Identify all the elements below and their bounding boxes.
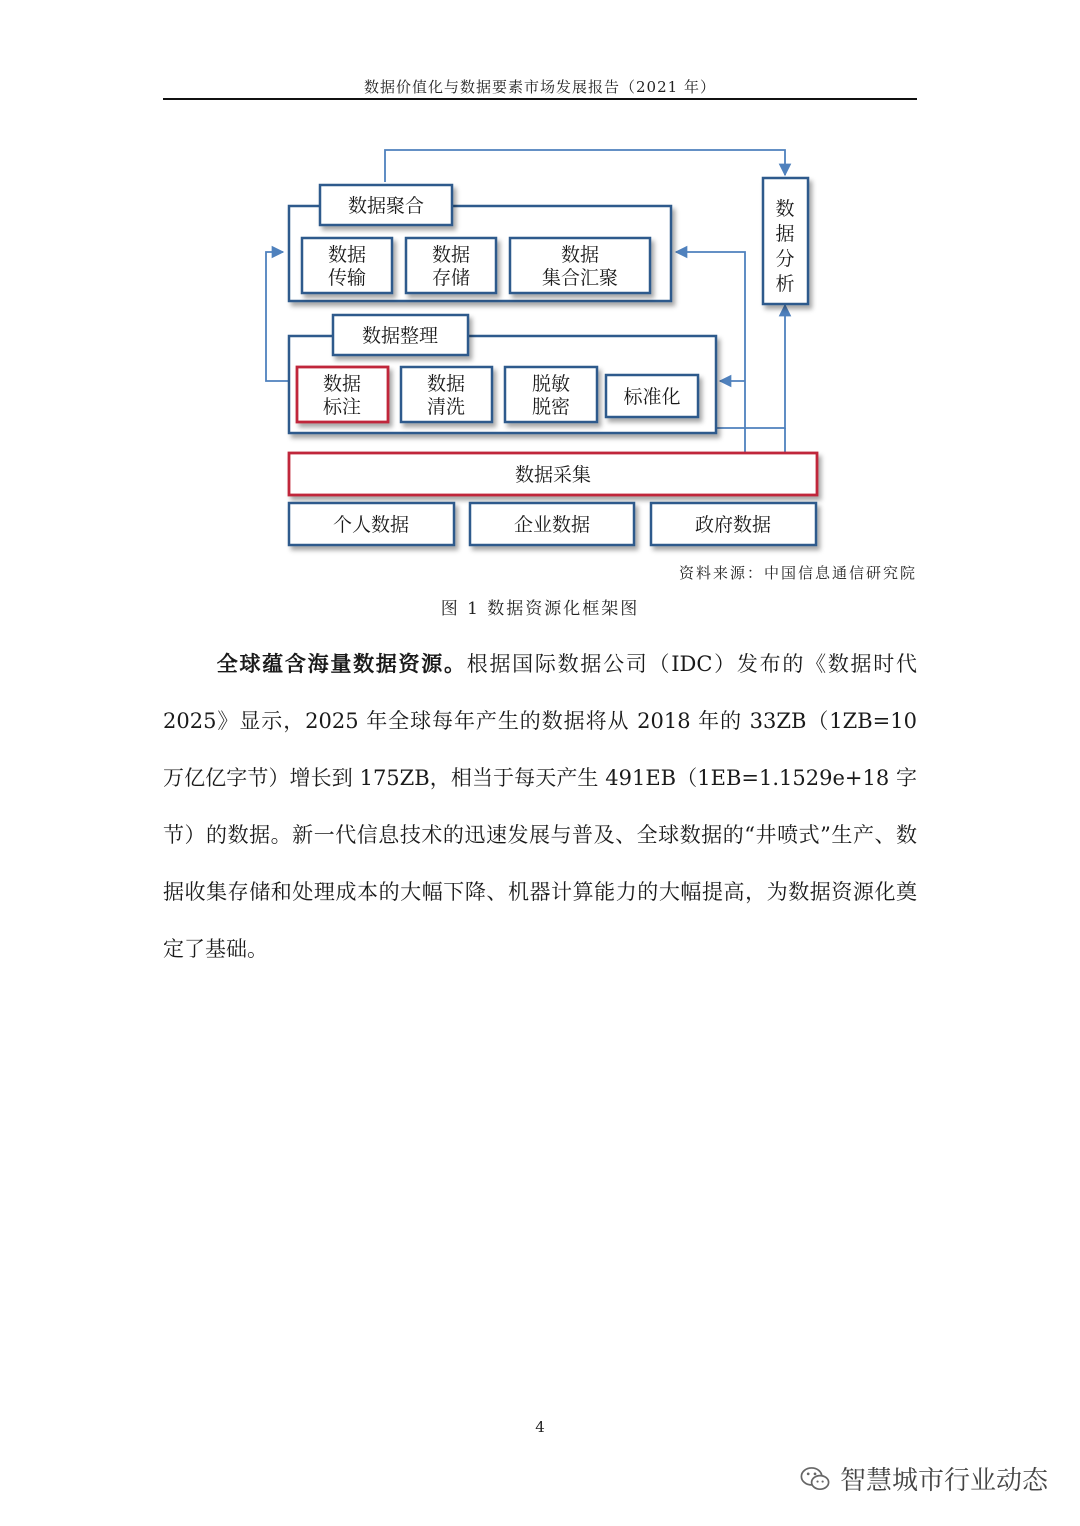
aggregation-title: 数据聚合 bbox=[347, 195, 425, 217]
watermark bbox=[798, 1460, 1048, 1497]
source-personal: 个人数据 bbox=[332, 514, 410, 536]
box-annotate-line1: 数据 bbox=[322, 373, 362, 395]
sources-group bbox=[289, 503, 816, 545]
page-header: 数据价值化与数据要素市场发展报告（2021 年） bbox=[364, 78, 716, 96]
arrow-collect-to-analysis bbox=[717, 305, 785, 428]
source-enterprise: 企业数据 bbox=[513, 514, 591, 536]
box-annotate-line2: 标注 bbox=[322, 396, 362, 418]
analysis-group bbox=[763, 178, 808, 304]
arrow-top-to-analysis bbox=[385, 150, 785, 182]
organizing-title: 数据整理 bbox=[361, 325, 439, 347]
body-paragraph bbox=[163, 636, 917, 978]
figure-caption: 图 1 数据资源化框架图 bbox=[440, 599, 640, 619]
paragraph-lead: 全球蕴含海量数据资源。 bbox=[215, 652, 467, 676]
box-clean-line2: 清洗 bbox=[426, 396, 466, 418]
collection-title: 数据采集 bbox=[514, 464, 592, 486]
box-desensitize-line2: 脱密 bbox=[531, 396, 571, 418]
source-note: 资料来源：中国信息通信研究院 bbox=[678, 564, 917, 582]
analysis-char-4: 析 bbox=[775, 273, 795, 295]
watermark-text: 智慧城市行业动态 bbox=[839, 1466, 1048, 1496]
box-transmit-line2: 传输 bbox=[327, 267, 367, 289]
arrow-organize-to-aggregate bbox=[266, 252, 290, 381]
collection-group bbox=[289, 453, 817, 495]
box-storage-line1: 数据 bbox=[431, 244, 471, 266]
page-number: 4 bbox=[535, 1418, 545, 1436]
box-clean-line1: 数据 bbox=[426, 373, 466, 395]
analysis-char-1: 数 bbox=[775, 198, 795, 220]
box-aggregate-line2: 集合汇聚 bbox=[541, 267, 619, 289]
aggregation-group bbox=[289, 185, 671, 301]
analysis-char-3: 分 bbox=[775, 248, 795, 270]
source-government: 政府数据 bbox=[694, 514, 772, 536]
box-transmit-line1: 数据 bbox=[327, 244, 367, 266]
framework-diagram bbox=[0, 0, 1080, 560]
wechat-icon bbox=[798, 1462, 832, 1496]
organizing-group bbox=[289, 315, 716, 433]
box-aggregate-line1: 数据 bbox=[560, 244, 600, 266]
box-desensitize-line1: 脱敏 bbox=[531, 373, 571, 395]
box-storage-line2: 存储 bbox=[431, 267, 471, 289]
box-standardize-label: 标准化 bbox=[623, 386, 681, 408]
paragraph-body: 根据国际数据公司（IDC）发布的《数据时代 2025》显示，2025 年全球每年产生的数据将从 2018 年的 33ZB（1ZB=10 万亿亿字节）增长到 175ZB，相当于每天产生 491EB（1EB=1.1529e+18 字节）的数据。新一代信息技术的迅速发展与普及、全球数据的“井喷式”生产、数据收集存储和处理成本的大幅下降、机器计算能力的大幅提高，为数据资源化奠定了基础。 bbox=[163, 652, 917, 961]
analysis-char-2: 据 bbox=[775, 223, 795, 245]
